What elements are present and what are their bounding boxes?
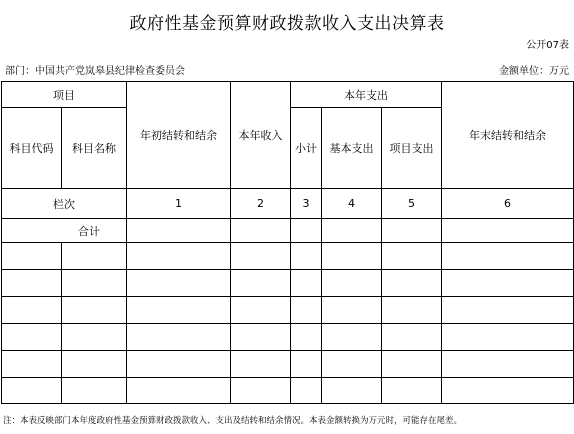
column-number: 3 — [291, 189, 322, 219]
table-cell — [127, 219, 231, 243]
report-title: 政府性基金预算财政拨款收入支出决算表 — [129, 14, 445, 34]
table-row — [2, 351, 574, 378]
header-income: 本年收入 — [231, 82, 291, 189]
header-project-expense: 项目支出 — [382, 108, 442, 189]
table-cell — [442, 219, 574, 243]
fund-budget-table — [1, 81, 574, 404]
table-row — [2, 378, 574, 404]
table-row — [2, 243, 574, 270]
header-name: 科目名称 — [62, 108, 127, 189]
table-row — [2, 324, 574, 351]
header-subtotal: 小计 — [291, 108, 322, 189]
header-code: 科目代码 — [2, 108, 62, 189]
table-cell — [322, 219, 382, 243]
department-label: 部门：中国共产党岚皋县纪律检查委员会 — [5, 66, 185, 77]
total-row-label: 合计 — [2, 219, 127, 243]
column-row-label: 栏次 — [2, 189, 127, 219]
footnote: 注：本表反映部门本年度政府性基金预算财政拨款收入、支出及结转和结余情况。本表金额转换为万元时，可能存在尾差。 — [3, 416, 463, 426]
header-basic-expense: 基本支出 — [322, 108, 382, 189]
header-item: 项目 — [2, 82, 127, 108]
table-cell — [291, 219, 322, 243]
table-row — [2, 297, 574, 324]
table-cell — [382, 219, 442, 243]
column-number: 2 — [231, 189, 291, 219]
column-number: 1 — [127, 189, 231, 219]
header-expense-group: 本年支出 — [291, 82, 442, 108]
table-cell — [231, 219, 291, 243]
form-code: 公开07表 — [526, 40, 569, 51]
header-end-balance: 年末结转和结余 — [442, 82, 574, 189]
column-number: 4 — [322, 189, 382, 219]
column-number: 6 — [442, 189, 574, 219]
column-number: 5 — [382, 189, 442, 219]
header-begin-balance: 年初结转和结余 — [127, 82, 231, 189]
unit-label: 金额单位：万元 — [499, 66, 569, 77]
table-row — [2, 270, 574, 297]
